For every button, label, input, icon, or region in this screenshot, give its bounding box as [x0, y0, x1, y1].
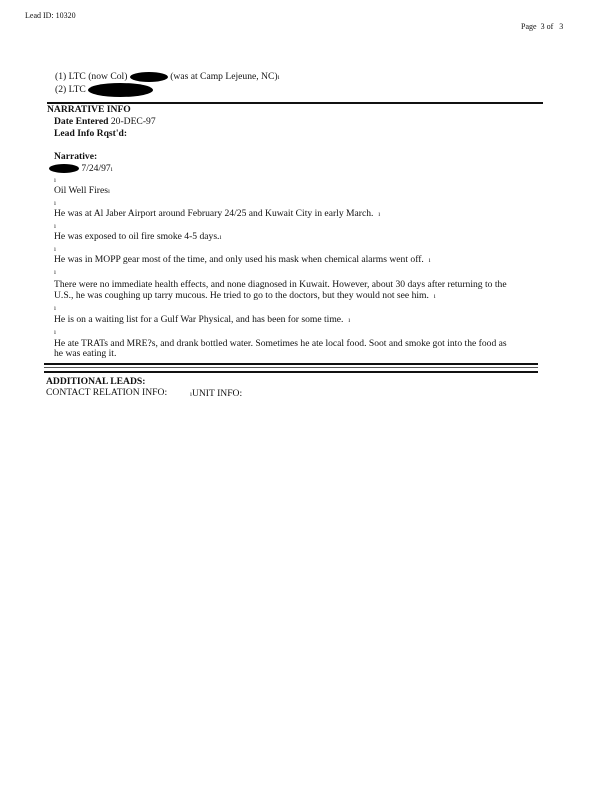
page-label: Page [521, 22, 537, 31]
narrative-paragraph: He ate TRATs and MRE?s, and drank bottled water. Sometimes he ate local food. Soot and smoke got into the food as [54, 338, 507, 349]
section-divider [44, 371, 538, 373]
marker-glyph: ı [54, 222, 56, 230]
lead-info-label: Lead Info Rqst'd: [54, 128, 128, 139]
marker-glyph: ı [428, 256, 431, 264]
additional-leads-title: ADDITIONAL LEADS: [46, 376, 146, 387]
date-entered-label: Date Entered [54, 116, 109, 127]
marker-glyph: ı [54, 304, 56, 312]
page-current: 3 [540, 22, 545, 31]
redaction-block [130, 72, 168, 82]
narrative-paragraph: He was exposed to oil fire smoke 4-5 days.ı [54, 231, 222, 242]
narrative-paragraph: U.S., he was coughing up tarry mucous. He tried to go to the doctors, but they would not see him. ı [54, 290, 436, 301]
contact-1 [55, 71, 280, 83]
marker-glyph: ı [54, 328, 56, 336]
page-of: of [546, 22, 554, 31]
marker-glyph: ı [54, 245, 56, 253]
unit-info-label: UNIT INFO: [191, 388, 243, 399]
contact-1-prefix: (1) LTC (now Col) [55, 71, 128, 82]
date-entered-row [54, 116, 156, 127]
marker-glyph: ı [54, 199, 56, 207]
marker-glyph: ı [219, 233, 222, 241]
lead-id: Lead ID: 10320 [25, 11, 76, 20]
marker-glyph: ı [378, 210, 381, 218]
redaction-block [49, 164, 79, 173]
unit-info-row [190, 388, 242, 400]
marker-glyph: ı [433, 292, 436, 300]
section-divider [44, 363, 538, 365]
narrative-info-title: NARRATIVE INFO [47, 104, 131, 115]
narrative-paragraph: There were no immediate health effects, and none diagnosed in Kuwait. However, about 30 days after returning to the [54, 279, 507, 290]
marker-glyph: ı [277, 73, 280, 81]
narrative-date-row [49, 163, 113, 175]
date-entered-value: 20-DEC-97 [110, 116, 156, 127]
page-indicator [521, 22, 563, 31]
marker-glyph: ı [54, 176, 56, 184]
narrative-date: 7/24/97 [81, 163, 111, 174]
section-divider [44, 367, 538, 368]
narrative-paragraph: Oil Well Firesı [54, 185, 110, 196]
narrative-paragraph: He was at Al Jaber Airport around February 24/25 and Kuwait City in early March. ı [54, 208, 381, 219]
contact-2-prefix: (2) LTC [55, 84, 86, 96]
contact-relation-label: CONTACT RELATION INFO: [46, 387, 168, 398]
page-total: 3 [559, 22, 564, 31]
marker-glyph: ı [348, 316, 351, 324]
marker-glyph: ı [190, 390, 192, 398]
narrative-paragraph: he was eating it. [54, 348, 117, 359]
marker-glyph: ı [110, 165, 113, 173]
narrative-label: Narrative: [54, 151, 98, 162]
contact-2 [55, 83, 153, 97]
contact-1-suffix: (was at Camp Lejeune, NC) [170, 71, 278, 82]
narrative-paragraph: He was in MOPP gear most of the time, and only used his mask when chemical alarms went off. ı [54, 254, 431, 265]
marker-glyph: ı [107, 187, 110, 195]
marker-glyph: ı [54, 268, 56, 276]
narrative-paragraph: He is on a waiting list for a Gulf War Physical, and has been for some time. ı [54, 314, 351, 325]
redaction-block [88, 83, 153, 97]
